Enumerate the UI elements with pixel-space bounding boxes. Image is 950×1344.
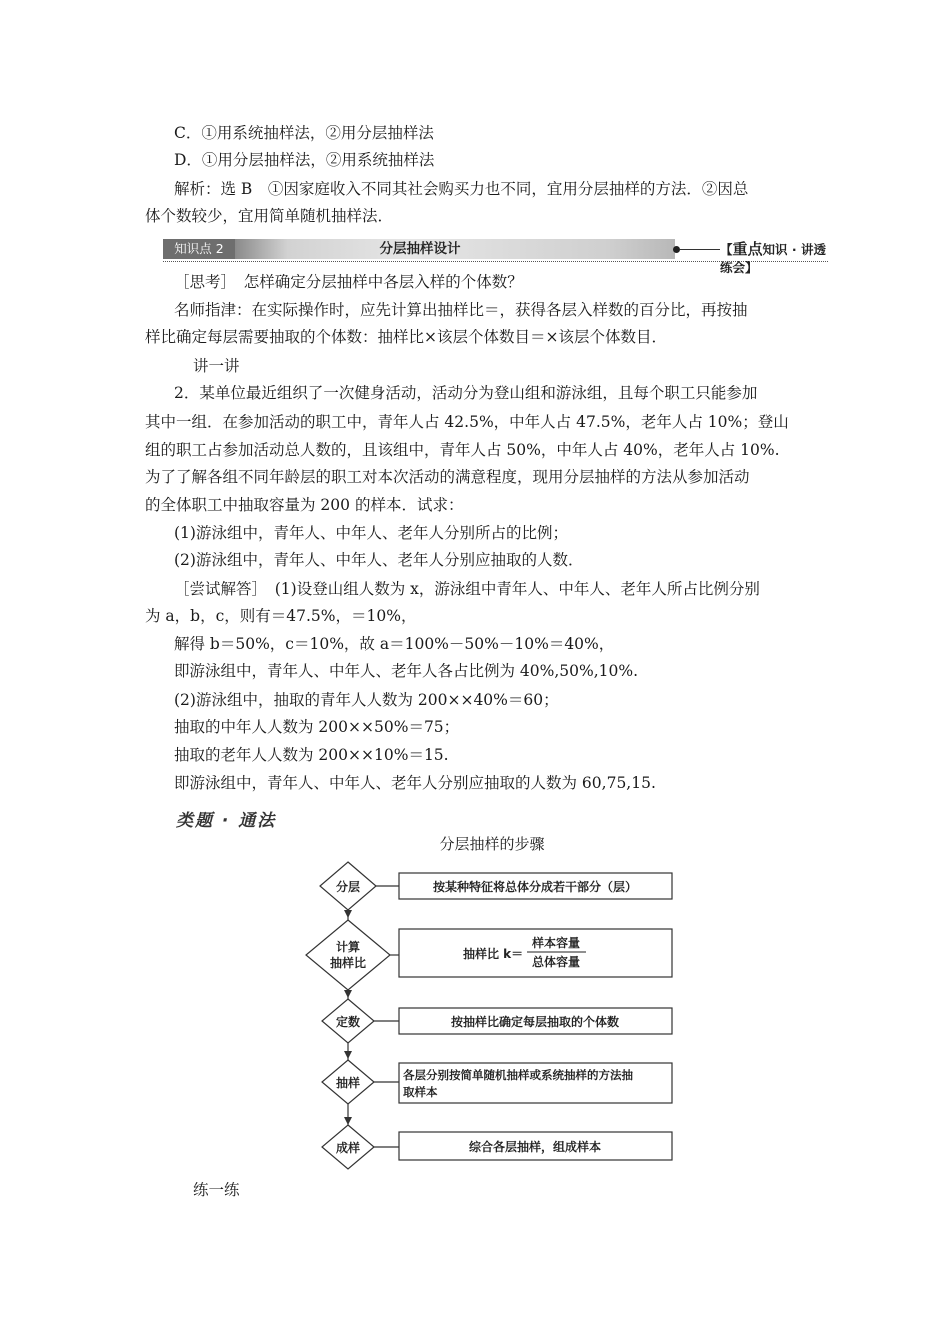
question-line-1: 2．某单位最近组织了一次健身活动，活动分为登山组和游泳组，且每个职工只能参加	[174, 384, 758, 402]
teacher-line-2: 样比确定每层需要抽取的个体数：抽样比×该层个体数目＝×该层个体数目．	[145, 328, 667, 346]
banner-subtitle: 知识 · 讲透练会	[720, 242, 826, 275]
analysis-line-1: 解析：选 B ①因家庭收入不同其社会购买力也不同，宜用分层抽样的方法．②因总	[174, 180, 749, 198]
question-line-3: 组的职工占参加活动总人数的，且该组中，青年人占 50%，中年人占 40%，老年人占 10%.	[145, 441, 780, 459]
analysis-line-2: 体个数较少，宜用简单随机抽样法．	[145, 207, 394, 225]
answer-line-6: 抽取的中年人人数为 200××50%＝75；	[174, 718, 460, 736]
methods-heading: 类题 · 通法	[176, 811, 277, 831]
diamond-label-5: 成样	[335, 1141, 361, 1155]
diamond-step-2	[306, 920, 390, 990]
question-line-6: (1)游泳组中，青年人、中年人、老年人分别所占的比例；	[174, 524, 568, 542]
question-line-7: (2)游泳组中，青年人、中年人、老年人分别应抽取的人数．	[174, 551, 584, 569]
box-text-5: 综合各层抽样，组成样本	[468, 1140, 602, 1154]
answer-line-4: 即游泳组中，青年人、中年人、老年人各占比例为 40%,50%,10%.	[174, 662, 639, 680]
answer-line-5: (2)游泳组中，抽取的青年人人数为 200××40%＝60；	[174, 691, 559, 709]
box-prefix-2: 抽样比 k＝	[463, 947, 524, 961]
answer-line-1: ［尝试解答］ (1)设登山组人数为 x，游泳组中青年人、中年人、老年人所占比例分别	[174, 580, 760, 598]
box-denominator-2: 总体容量	[531, 955, 581, 969]
answer-line-2: 为 a，b，c，则有＝47.5%，＝10%，	[145, 607, 417, 625]
question-line-5: 的全体职工中抽取容量为 200 的样本．试求：	[145, 496, 464, 514]
flowchart-title: 分层抽样的步骤	[439, 835, 545, 853]
question-line-2: 其中一组．在参加活动的职工中，青年人占 42.5%，中年人占 47.5%，老年人占 10%；登山	[145, 413, 789, 431]
teacher-line-1: 名师指津：在实际操作时，应先计算出抽样比＝，获得各层入样数的百分比，再按抽	[174, 301, 748, 319]
section-title: 分层抽样设计	[379, 241, 461, 257]
box-text-4a: 各层分别按简单随机抽样或系统抽样的方法抽	[403, 1068, 633, 1082]
box-text-4b: 取样本	[403, 1085, 438, 1099]
arrow-3	[344, 1051, 352, 1059]
bracket-open: 【	[720, 242, 733, 257]
practice-label: 练一练	[193, 1181, 240, 1199]
lecture-label: 讲一讲	[193, 357, 240, 375]
key-word: 重点	[732, 240, 763, 258]
arrow-2	[344, 990, 352, 998]
box-text-3: 按抽样比确定每层抽取的个体数	[450, 1015, 620, 1029]
diamond-label-1: 分层	[335, 880, 361, 894]
knowledge-point-tag: 知识点 2	[163, 239, 235, 259]
arrow-1	[344, 910, 352, 918]
answer-line-7: 抽取的老年人人数为 200××10%＝15.	[174, 746, 449, 764]
diamond-label-2b: 抽样比	[329, 956, 367, 970]
option-d: D．①用分层抽样法，②用系统抽样法	[174, 151, 435, 169]
box-text-1: 按某种特征将总体分成若干部分（层）	[432, 880, 638, 894]
answer-line-3: 解得 b＝50%，c＝10%，故 a＝100%－50%－10%＝40%，	[174, 635, 615, 653]
diamond-label-3: 定数	[335, 1015, 361, 1029]
option-c: C．①用系统抽样法，②用分层抽样法	[174, 124, 434, 142]
answer-line-8: 即游泳组中，青年人、中年人、老年人分别应抽取的人数为 60,75,15.	[174, 774, 656, 792]
arrow-4	[344, 1117, 352, 1125]
think-line: ［思考］ 怎样确定分层抽样中各层入样的个体数？	[174, 273, 523, 291]
bracket-close: 】	[745, 260, 758, 275]
question-line-4: 为了了解各组不同年龄层的职工对本次活动的满意程度，现用分层抽样的方法从参加活动	[145, 468, 750, 486]
diamond-label-2a: 计算	[335, 940, 361, 954]
box-numerator-2: 样本容量	[531, 936, 581, 950]
diamond-label-4: 抽样	[335, 1076, 361, 1090]
